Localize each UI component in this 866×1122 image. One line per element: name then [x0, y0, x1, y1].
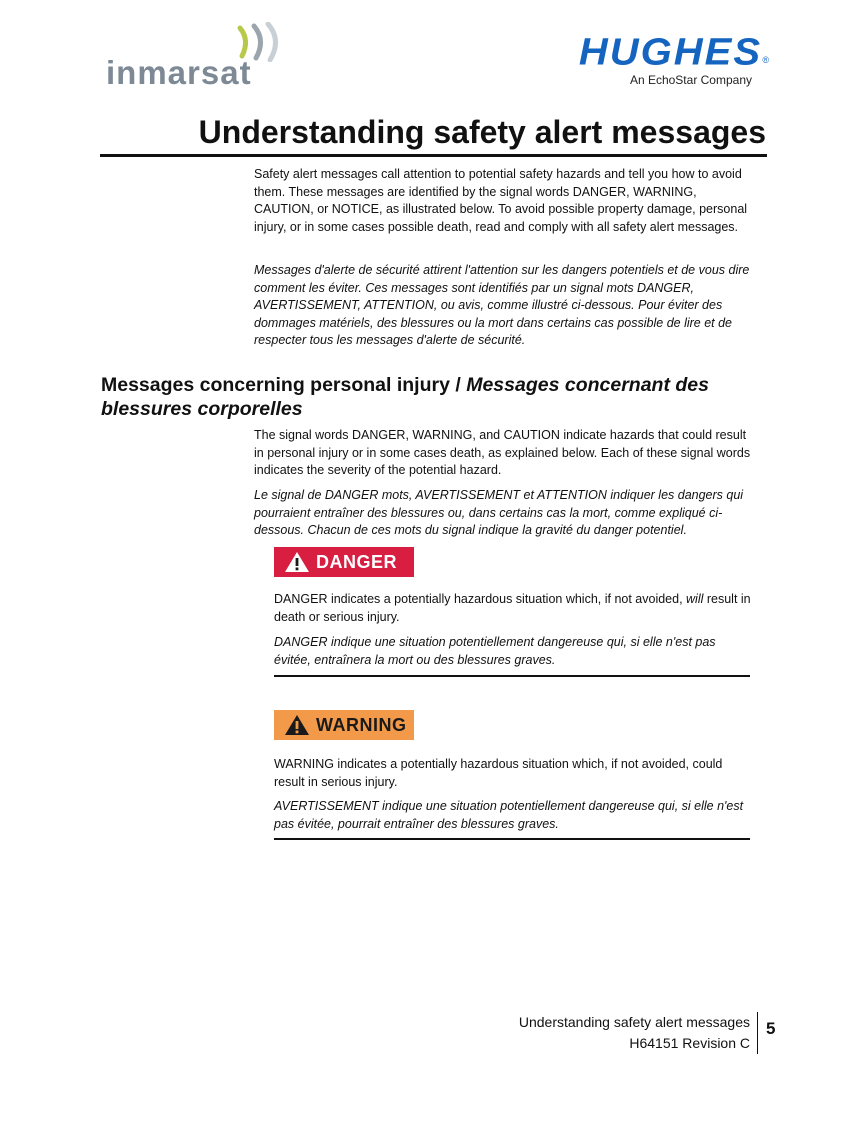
inmarsat-wordmark: inmarsat	[106, 54, 252, 91]
page-title: Understanding safety alert messages	[198, 114, 766, 150]
footer-divider	[757, 1012, 758, 1054]
intro-paragraph-fr: Messages d'alerte de sécurité attirent l'attention sur les dangers potentiels et de vous dire comment les éviter. Ces messages sont identifiés par un signal mots DANGER, AVERTISSEMENT, ATTENTION, ou avis, comme illustré ci-dessous. Pour éviter des dommages matériels, des blessures ou la mort dans certains cas possible de lire et de respecter tous les messages d'alerte de sécurité.	[254, 263, 750, 347]
danger-divider	[274, 675, 750, 677]
warning-triangle-icon	[284, 714, 310, 736]
warning-divider	[274, 838, 750, 840]
section-heading-en: Messages concerning personal injury /	[101, 374, 467, 396]
signal-words-paragraph-en: The signal words DANGER, WARNING, and CAUTION indicate hazards that could result in personal injury or in some cases death, as explained below. Each of these signal words indicates the severity of the potential hazard.	[254, 428, 751, 477]
danger-en-text: DANGER indicates a potentially hazardous situation which, if not avoided,	[274, 592, 687, 606]
inmarsat-logo	[106, 18, 296, 96]
hughes-wordmark: HUGHES	[578, 31, 762, 73]
signal-words-paragraph-fr: Le signal de DANGER mots, AVERTISSEMENT et ATTENTION indiquer les dangers qui pourraient entraîner des blessures ou, dans certains cas la mort, comme expliqué ci-dessous. Chacun de ces mots du signal indique la gravité du danger potentiel.	[254, 488, 744, 537]
warning-badge	[274, 710, 414, 740]
footer-section-name: Understanding safety alert messages	[518, 1014, 750, 1030]
title-divider	[100, 154, 767, 157]
hughes-logo	[552, 30, 772, 90]
section-heading	[101, 373, 761, 421]
warning-description-fr: AVERTISSEMENT indique une situation potentiellement dangereuse qui, si elle n'est pas évitée, pourrait entraîner des blessures graves.	[274, 799, 744, 831]
intro-paragraph-en: Safety alert messages call attention to potential safety hazards and tell you how to avoid them. These messages are identified by the signal words DANGER, WARNING, CAUTION, or NOTICE, as illustrated below. To avoid possible property damage, personal injury, or in some cases possible death, read and comply with all safety alert messages.	[254, 167, 748, 234]
danger-en-emphasis: will	[686, 592, 704, 606]
page-footer	[440, 1012, 750, 1054]
danger-description-en	[274, 591, 754, 626]
registered-mark: ®	[762, 55, 769, 65]
danger-description-fr: DANGER indique une situation potentiellement dangereuse qui, si elle n'est pas évitée, entraînera la mort ou des blessures graves.	[274, 635, 716, 667]
danger-en-text-end: result in death or serious injury.	[274, 592, 751, 624]
footer-revision: H64151 Revision C	[629, 1035, 750, 1051]
danger-badge	[274, 547, 414, 577]
warning-triangle-icon	[284, 551, 310, 573]
danger-label: DANGER	[316, 551, 398, 572]
hughes-tagline: An EchoStar Company	[629, 73, 752, 87]
warning-label: WARNING	[316, 714, 407, 735]
warning-description-en: WARNING indicates a potentially hazardous situation which, if not avoided, could result in serious injury.	[274, 757, 723, 789]
section-heading-fr: Messages concernant des blessures corporelles	[101, 374, 709, 420]
page-number: 5	[766, 1019, 776, 1038]
